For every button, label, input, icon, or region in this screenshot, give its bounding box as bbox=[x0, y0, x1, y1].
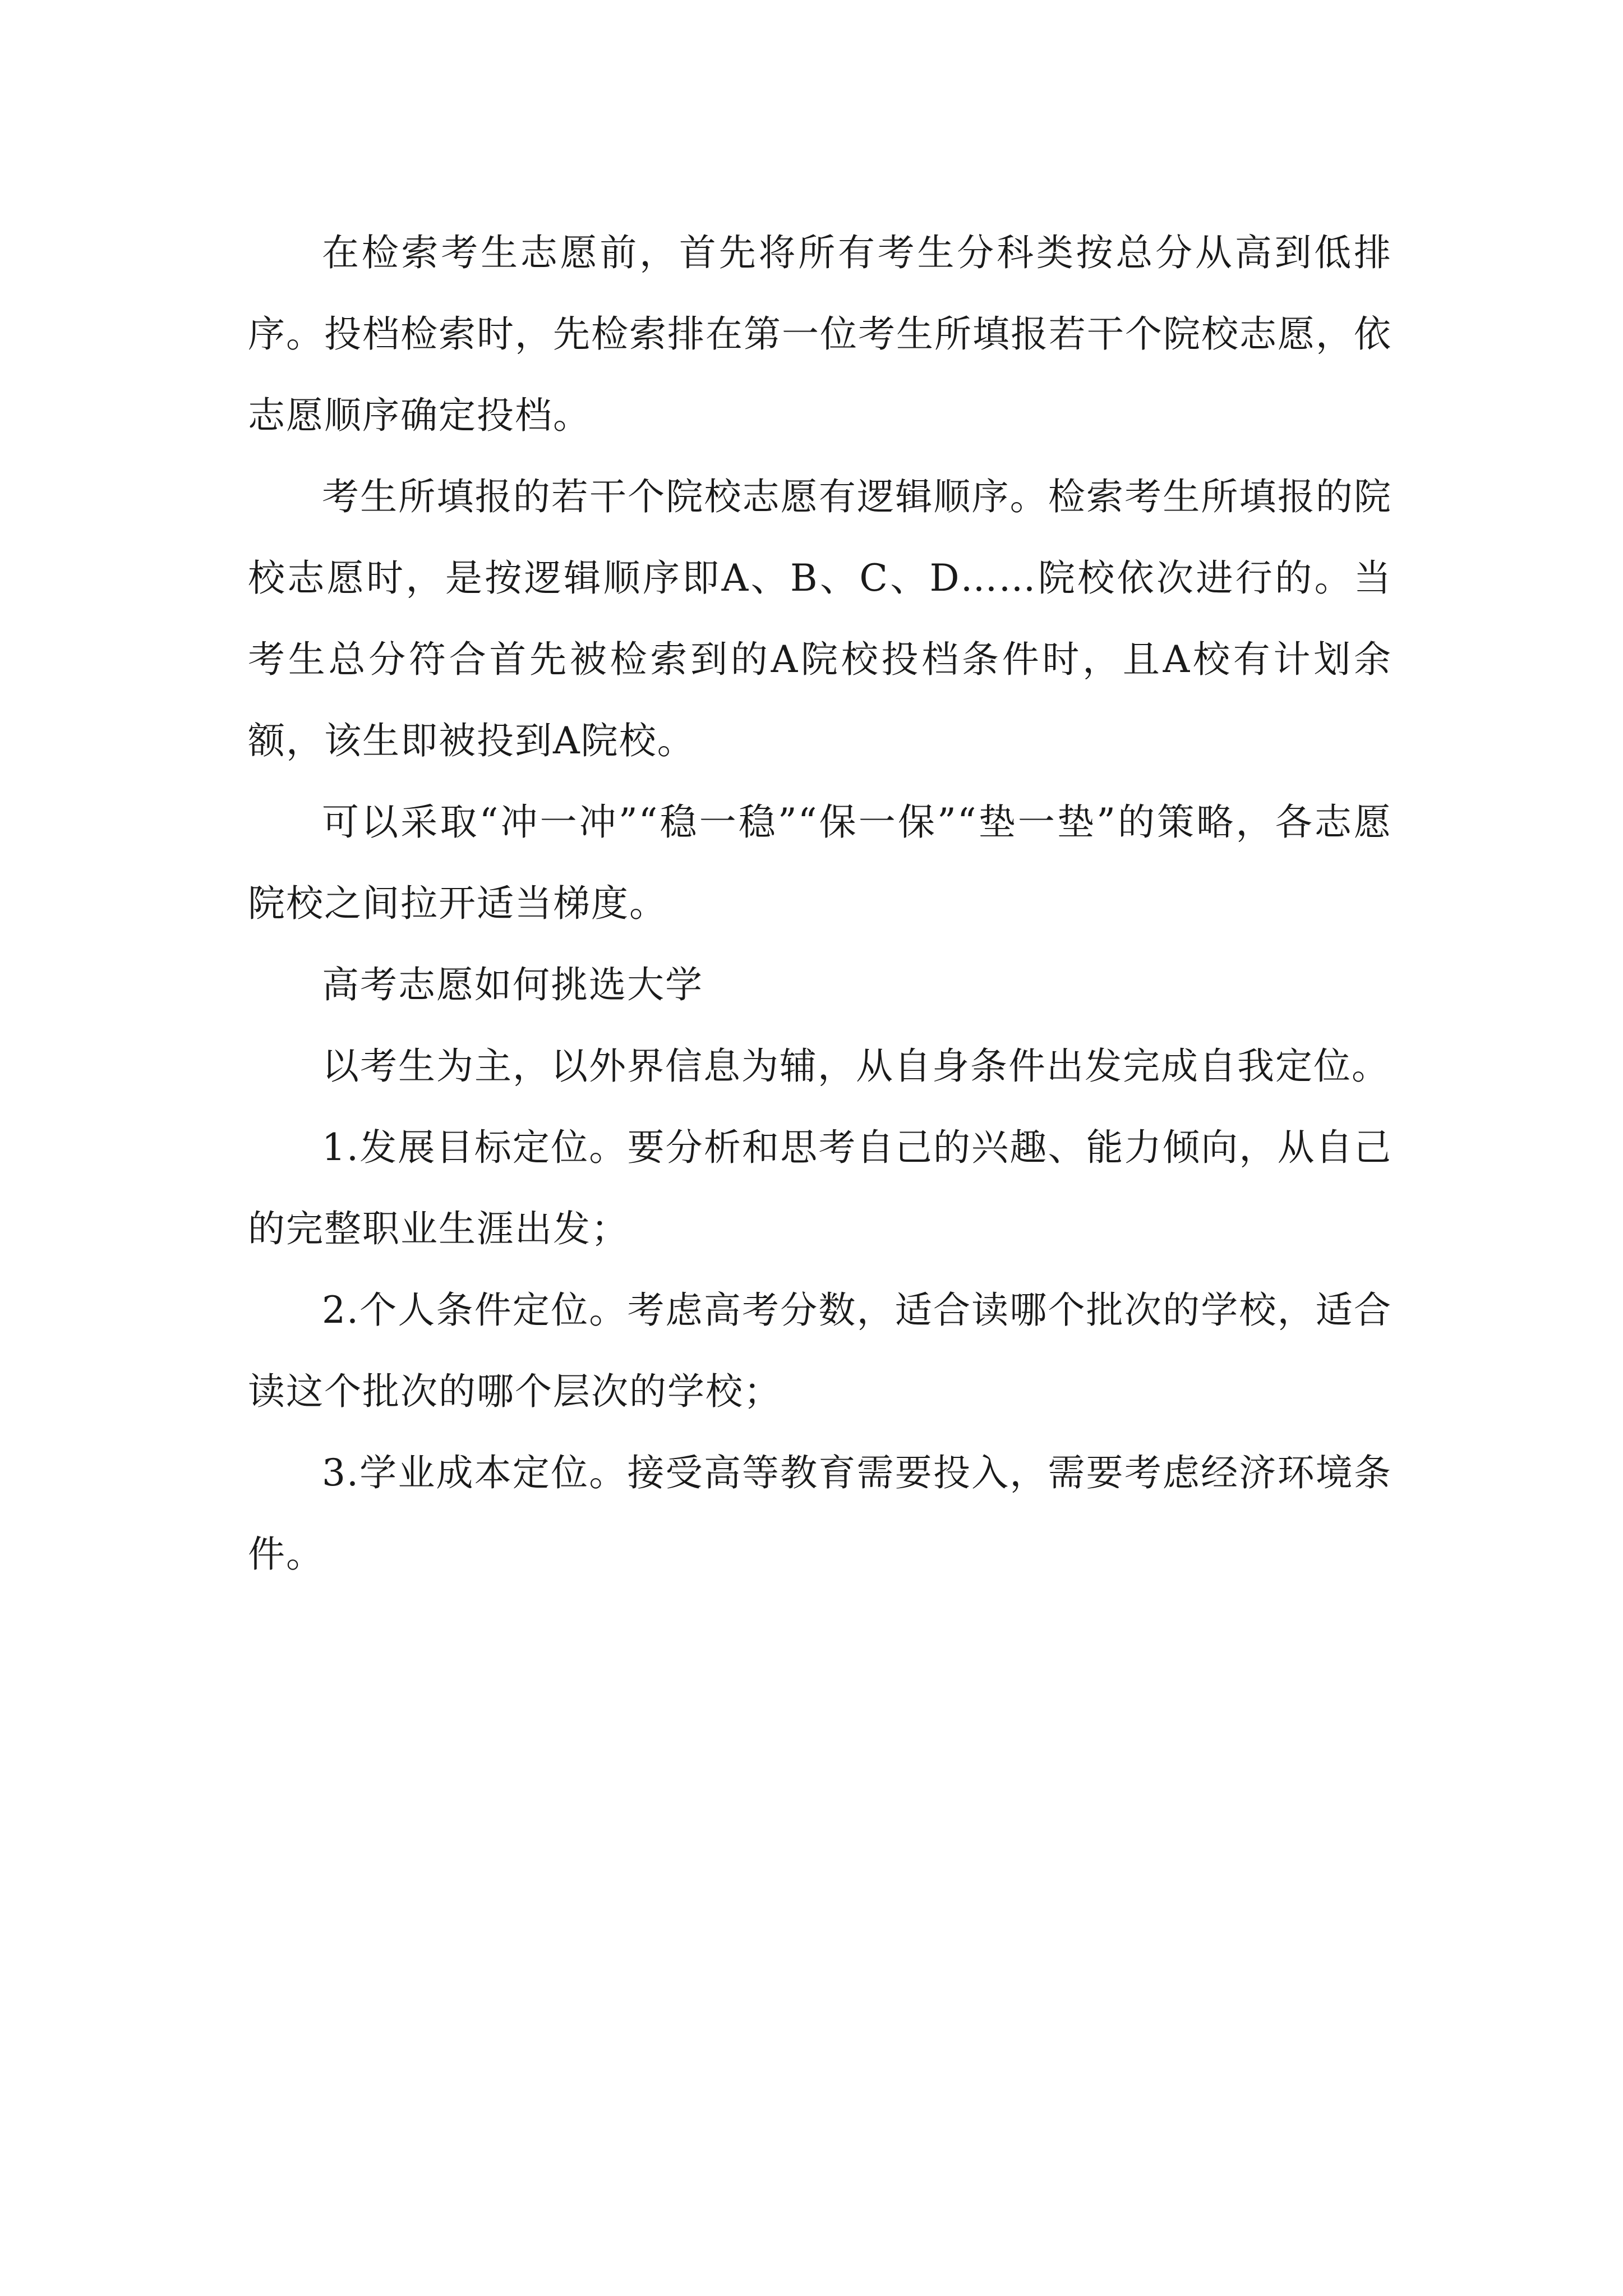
list-item-goal-positioning: 1.发展目标定位。要分析和思考自己的兴趣、能力倾向，从自己的完整职业生涯出发； bbox=[248, 1126, 1392, 1250]
section-heading: 高考志愿如何挑选大学 bbox=[322, 963, 703, 1006]
paragraph-logical-order: 考生所填报的若干个院校志愿有逻辑顺序。检索考生所填报的院校志愿时，是按逻辑顺序即A、B、C、D……院校依次进行的。当考生总分符合首先被检索到的A院校投档条件时，且A校有计划余额，该生即被投到A院校。 bbox=[248, 475, 1392, 762]
document-body bbox=[248, 212, 1392, 1595]
paragraph-self-positioning: 以考生为主，以外界信息为辅，从自身条件出发完成自我定位。 bbox=[322, 1045, 1390, 1088]
list-item-cost-positioning: 3.学业成本定位。接受高等教育需要投入，需要考虑经济环境条件。 bbox=[248, 1451, 1392, 1576]
paragraph-strategy: 可以采取“冲一冲”“稳一稳”“保一保”“垫一垫”的策略，各志愿院校之间拉开适当梯度。 bbox=[248, 800, 1392, 925]
list-item-personal-positioning: 2.个人条件定位。考虑高考分数，适合读哪个批次的学校，适合读这个批次的哪个层次的学校； bbox=[248, 1289, 1392, 1413]
paragraph-retrieval-order: 在检索考生志愿前，首先将所有考生分科类按总分从高到低排序。投档检索时，先检索排在第一位考生所填报若干个院校志愿，依志愿顺序确定投档。 bbox=[248, 231, 1392, 437]
